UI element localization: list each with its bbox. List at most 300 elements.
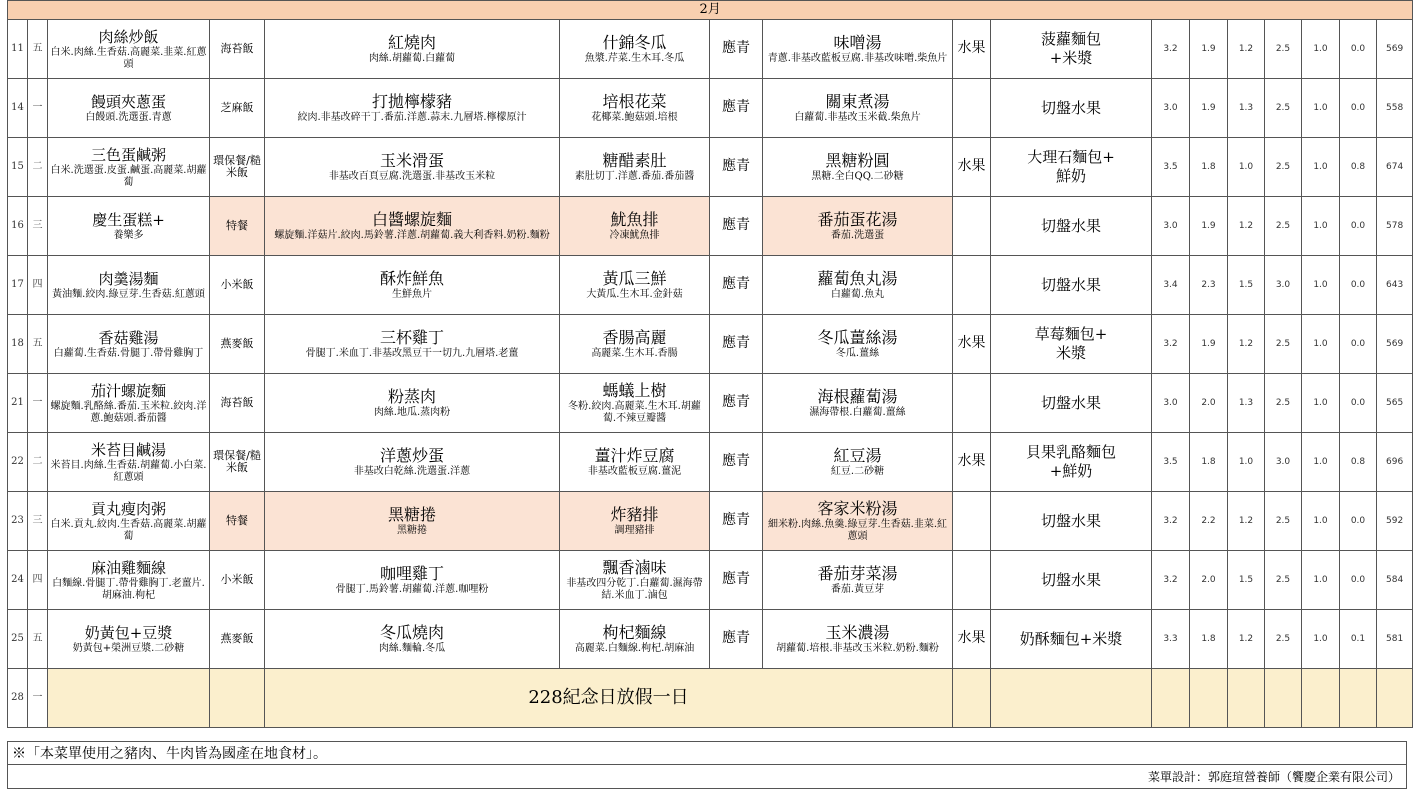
day-date: 24 — [8, 551, 28, 610]
nutrition-value: 3.0 — [1265, 433, 1302, 492]
side-dish-name: 螞蟻上樹 — [602, 381, 667, 400]
breakfast-ingredients: 白米.貢丸.絞肉.生香菇.高麗菜.胡蘿蔔 — [50, 519, 207, 542]
breakfast-ingredients: 白麵線.骨腿丁.帶骨雞胸丁.老薑片.胡麻油.枸杞 — [52, 578, 205, 601]
nutrition-value: 1.5 — [1228, 551, 1265, 610]
nutrition-value: 1.0 — [1302, 256, 1340, 315]
nutrition-value: 1.0 — [1302, 315, 1340, 374]
nutrition-value: 3.3 — [1152, 610, 1190, 669]
main-dish-ingredients: 肉絲.地瓜.蒸肉粉 — [373, 407, 451, 418]
fruit-cell — [953, 492, 991, 551]
breakfast-ingredients: 養樂多 — [113, 230, 144, 241]
fruit-cell: 水果 — [953, 138, 991, 197]
soup-name: 黑糖粉圓 — [825, 151, 890, 170]
soup-cell — [763, 20, 953, 79]
day-row — [8, 610, 1413, 669]
nutrition-value: 1.0 — [1302, 610, 1340, 669]
nutrition-value: 584 — [1377, 551, 1413, 610]
day-weekday: 五 — [28, 315, 48, 374]
side-dish-cell — [560, 610, 710, 669]
nutrition-value: 696 — [1377, 433, 1413, 492]
snack-line: 切盤水果 — [1040, 570, 1101, 589]
staple-cell: 燕麥飯 — [210, 315, 265, 374]
main-dish-name: 玉米滑蛋 — [379, 151, 444, 170]
main-dish-cell — [265, 492, 560, 551]
day-row — [8, 492, 1413, 551]
nutrition-value: 3.2 — [1152, 492, 1190, 551]
main-dish-cell — [265, 551, 560, 610]
day-date: 22 — [8, 433, 28, 492]
empty-cell — [1228, 669, 1265, 728]
main-dish-name: 粉蒸肉 — [387, 387, 436, 406]
soup-ingredients: 胡蘿蔔.培根.非基改玉米粒.奶粉.麵粉 — [776, 643, 939, 654]
main-dish-cell — [265, 315, 560, 374]
day-row — [8, 315, 1413, 374]
main-dish-cell — [265, 79, 560, 138]
side-dish-ingredients: 大黃瓜.生木耳.金針菇 — [586, 289, 683, 300]
nutrition-value: 2.5 — [1265, 374, 1302, 433]
nutrition-value: 1.8 — [1190, 610, 1228, 669]
staple-cell: 環保餐/糙米飯 — [210, 433, 265, 492]
breakfast-cell — [48, 433, 210, 492]
nutrition-value: 0.0 — [1340, 374, 1377, 433]
soup-ingredients: 青蔥.非基改藍板豆腐.非基改味噌.柴魚片 — [767, 53, 948, 64]
holiday-text: 228紀念日放假一日 — [265, 669, 953, 728]
soup-name: 番茄芽菜湯 — [817, 564, 898, 583]
fruit-cell — [953, 197, 991, 256]
soup-cell — [763, 315, 953, 374]
day-row — [8, 256, 1413, 315]
side-dish-ingredients: 冷凍魷魚排 — [609, 230, 660, 241]
soup-ingredients: 細米粉.肉絲.魚羹.綠豆芽.生香菇.韭菜.紅蔥頭 — [767, 519, 948, 542]
day-weekday: 五 — [28, 610, 48, 669]
nutrition-value: 592 — [1377, 492, 1413, 551]
nutrition-value: 2.0 — [1190, 374, 1228, 433]
main-dish-name: 紅燒肉 — [387, 33, 436, 52]
nutrition-value: 578 — [1377, 197, 1413, 256]
staple-cell: 燕麥飯 — [210, 610, 265, 669]
nutrition-value: 1.3 — [1228, 79, 1265, 138]
breakfast-name: 貢丸瘦肉粥 — [90, 500, 166, 518]
soup-cell — [763, 374, 953, 433]
snack-cell — [991, 374, 1152, 433]
staple-cell: 芝麻飯 — [210, 79, 265, 138]
main-dish-ingredients: 螺旋麵.洋菇片.絞肉.馬鈴薯.洋蔥.胡蘿蔔.義大利香料.奶粉.麵粉 — [274, 230, 550, 241]
nutrition-value: 1.0 — [1302, 197, 1340, 256]
main-dish-ingredients: 肉絲.胡蘿蔔.白蘿蔔 — [368, 53, 456, 64]
day-weekday: 二 — [28, 138, 48, 197]
soup-name: 味噌湯 — [833, 33, 882, 52]
soup-cell — [763, 610, 953, 669]
main-dish-ingredients: 肉絲.麵輪.冬瓜 — [378, 643, 446, 654]
snack-cell — [991, 492, 1152, 551]
nutrition-value: 1.0 — [1302, 79, 1340, 138]
breakfast-ingredients: 白米.肉絲.生香菇.高麗菜.韭菜.紅蔥頭 — [50, 47, 207, 70]
soup-name: 關東煮湯 — [825, 92, 890, 111]
day-weekday: 一 — [28, 79, 48, 138]
breakfast-name: 奶黃包+豆漿 — [84, 624, 173, 642]
vegetable-cell: 應青 — [710, 610, 763, 669]
main-dish-name: 三杯雞丁 — [379, 328, 444, 347]
breakfast-cell — [48, 551, 210, 610]
footer-note: ※「本菜單使用之豬肉、牛肉皆為國產在地食材」。 — [7, 741, 1407, 765]
nutrition-value: 1.0 — [1302, 374, 1340, 433]
main-dish-name: 黑糖捲 — [387, 505, 436, 524]
month-label: 2月 — [8, 1, 1413, 20]
staple-cell — [210, 669, 265, 728]
breakfast-name: 慶生蛋糕+ — [92, 211, 165, 229]
vegetable-cell: 應青 — [710, 79, 763, 138]
nutrition-value: 3.5 — [1152, 138, 1190, 197]
breakfast-ingredients: 黃油麵.絞肉.綠豆芽.生香菇.紅蔥頭 — [52, 289, 205, 300]
day-date: 23 — [8, 492, 28, 551]
staple-cell: 環保餐/糙米飯 — [210, 138, 265, 197]
main-dish-ingredients: 骨腿丁.馬鈴薯.胡蘿蔔.洋蔥.咖哩粉 — [335, 584, 489, 595]
side-dish-ingredients: 花椰菜.鮑菇頭.培根 — [591, 112, 678, 123]
empty-cell — [1265, 669, 1302, 728]
breakfast-cell — [48, 492, 210, 551]
fruit-cell — [953, 79, 991, 138]
main-dish-cell — [265, 197, 560, 256]
nutrition-value: 3.5 — [1152, 433, 1190, 492]
nutrition-value: 0.0 — [1340, 20, 1377, 79]
nutrition-value: 1.0 — [1228, 433, 1265, 492]
nutrition-value: 3.0 — [1152, 374, 1190, 433]
side-dish-ingredients: 非基改藍板豆腐.薑泥 — [587, 466, 682, 477]
soup-ingredients: 黑糖.全白QQ.二砂糖 — [811, 171, 904, 182]
snack-line: 米漿 — [1055, 344, 1086, 362]
breakfast-ingredients: 白米.洗選蛋.皮蛋.鹹蛋.高麗菜.胡蘿蔔 — [50, 165, 207, 188]
side-dish-ingredients: 冬粉.絞肉.高麗菜.生木耳.胡蘿蔔.不辣豆瓣醬 — [568, 401, 701, 424]
empty-cell — [953, 669, 991, 728]
breakfast-name: 肉絲炒飯 — [98, 28, 159, 46]
day-date: 18 — [8, 315, 28, 374]
main-dish-cell — [265, 433, 560, 492]
nutrition-value: 2.5 — [1265, 610, 1302, 669]
day-weekday: 四 — [28, 551, 48, 610]
breakfast-ingredients: 米苔目.肉絲.生香菇.胡蘿蔔.小白菜.紅蔥頭 — [50, 460, 207, 483]
empty-cell — [1152, 669, 1190, 728]
soup-ingredients: 濕海帶根.白蘿蔔.薑絲 — [809, 407, 906, 418]
nutrition-value: 1.9 — [1190, 197, 1228, 256]
day-weekday: 三 — [28, 197, 48, 256]
nutrition-value: 1.9 — [1190, 20, 1228, 79]
snack-cell — [991, 315, 1152, 374]
breakfast-name: 肉羹湯麵 — [98, 270, 159, 288]
breakfast-name: 茄汁螺旋麵 — [90, 382, 166, 400]
nutrition-value: 565 — [1377, 374, 1413, 433]
main-dish-name: 打拋檸檬豬 — [371, 92, 452, 111]
staple-cell: 小米飯 — [210, 551, 265, 610]
breakfast-name: 三色蛋鹹粥 — [90, 146, 166, 164]
snack-line: 切盤水果 — [1040, 393, 1101, 412]
day-weekday: 四 — [28, 256, 48, 315]
soup-name: 海根蘿蔔湯 — [817, 387, 898, 406]
snack-line: 菠蘿麵包 — [1040, 30, 1101, 48]
nutrition-value: 2.3 — [1190, 256, 1228, 315]
side-dish-ingredients: 非基改四分乾丁.白蘿蔔.濕海帶結.米血丁.滷包 — [566, 578, 703, 601]
fruit-cell — [953, 256, 991, 315]
breakfast-cell — [48, 374, 210, 433]
soup-name: 客家米粉湯 — [817, 499, 898, 518]
day-date: 15 — [8, 138, 28, 197]
nutrition-value: 1.0 — [1302, 138, 1340, 197]
snack-cell — [991, 79, 1152, 138]
nutrition-value: 2.5 — [1265, 315, 1302, 374]
nutrition-value: 0.8 — [1340, 433, 1377, 492]
nutrition-value: 674 — [1377, 138, 1413, 197]
soup-cell — [763, 551, 953, 610]
fruit-cell: 水果 — [953, 433, 991, 492]
snack-line: 鮮奶 — [1055, 167, 1086, 185]
side-dish-cell — [560, 492, 710, 551]
nutrition-value: 1.9 — [1190, 79, 1228, 138]
nutrition-value: 2.2 — [1190, 492, 1228, 551]
snack-cell — [991, 551, 1152, 610]
vegetable-cell: 應青 — [710, 433, 763, 492]
side-dish-cell — [560, 79, 710, 138]
main-dish-ingredients: 黑糖捲 — [397, 525, 427, 536]
main-dish-name: 洋蔥炒蛋 — [379, 446, 444, 465]
day-weekday: 二 — [28, 433, 48, 492]
soup-cell — [763, 79, 953, 138]
side-dish-cell — [560, 20, 710, 79]
main-dish-ingredients: 骨腿丁.米血丁.非基改黑豆干一切九.九層塔.老薑 — [305, 348, 519, 359]
breakfast-cell — [48, 79, 210, 138]
snack-line: 切盤水果 — [1040, 98, 1101, 117]
snack-cell — [991, 610, 1152, 669]
breakfast-ingredients: 奶黃包+榮洲豆漿.二砂糖 — [72, 643, 185, 654]
fruit-cell: 水果 — [953, 315, 991, 374]
snack-cell — [991, 256, 1152, 315]
side-dish-name: 黃瓜三鮮 — [602, 269, 667, 288]
nutrition-value: 2.5 — [1265, 20, 1302, 79]
side-dish-name: 培根花菜 — [602, 92, 667, 111]
side-dish-cell — [560, 315, 710, 374]
day-date: 14 — [8, 79, 28, 138]
day-row — [8, 551, 1413, 610]
breakfast-cell — [48, 138, 210, 197]
fruit-cell — [953, 374, 991, 433]
breakfast-name: 香菇雞湯 — [98, 329, 159, 347]
breakfast-ingredients: 螺旋麵.乳酪絲.番茄.玉米粒.絞肉.洋蔥.鮑菇頭.番茄醬 — [50, 401, 207, 424]
soup-name: 紅豆湯 — [833, 446, 882, 465]
breakfast-cell — [48, 20, 210, 79]
day-row — [8, 197, 1413, 256]
soup-cell — [763, 197, 953, 256]
nutrition-value: 0.0 — [1340, 79, 1377, 138]
soup-cell — [763, 256, 953, 315]
nutrition-value: 1.0 — [1228, 138, 1265, 197]
side-dish-name: 飄香滷味 — [602, 558, 667, 577]
staple-cell: 海苔飯 — [210, 374, 265, 433]
nutrition-value: 3.2 — [1152, 20, 1190, 79]
side-dish-cell — [560, 138, 710, 197]
breakfast-ingredients: 白饅頭.洗選蛋.青蔥 — [85, 112, 172, 123]
side-dish-name: 什錦冬瓜 — [602, 33, 667, 52]
vegetable-cell: 應青 — [710, 551, 763, 610]
soup-name: 蘿蔔魚丸湯 — [817, 269, 898, 288]
snack-cell — [991, 20, 1152, 79]
side-dish-ingredients: 調理豬排 — [614, 525, 655, 536]
day-row — [8, 433, 1413, 492]
main-dish-name: 冬瓜燒肉 — [379, 623, 444, 642]
soup-ingredients: 白蘿蔔.魚丸 — [830, 289, 885, 300]
nutrition-value: 1.2 — [1228, 610, 1265, 669]
day-weekday: 一 — [28, 374, 48, 433]
nutrition-value: 2.5 — [1265, 138, 1302, 197]
main-dish-cell — [265, 610, 560, 669]
vegetable-cell: 應青 — [710, 20, 763, 79]
snack-line: 奶酥麵包+米漿 — [1019, 629, 1123, 648]
day-date: 11 — [8, 20, 28, 79]
day-date: 25 — [8, 610, 28, 669]
main-dish-name: 咖哩雞丁 — [379, 564, 444, 583]
soup-cell — [763, 433, 953, 492]
snack-cell — [991, 138, 1152, 197]
vegetable-cell: 應青 — [710, 197, 763, 256]
side-dish-cell — [560, 256, 710, 315]
nutrition-value: 1.0 — [1302, 20, 1340, 79]
nutrition-value: 2.5 — [1265, 197, 1302, 256]
nutrition-value: 0.0 — [1340, 492, 1377, 551]
nutrition-value: 2.0 — [1190, 551, 1228, 610]
fruit-cell: 水果 — [953, 20, 991, 79]
side-dish-cell — [560, 197, 710, 256]
nutrition-value: 3.2 — [1152, 315, 1190, 374]
snack-line: 切盤水果 — [1040, 216, 1101, 235]
soup-ingredients: 冬瓜.薑絲 — [835, 348, 880, 359]
nutrition-value: 3.0 — [1152, 197, 1190, 256]
breakfast-cell — [48, 256, 210, 315]
soup-name: 冬瓜薑絲湯 — [817, 328, 898, 347]
side-dish-ingredients: 魚漿.芹菜.生木耳.冬瓜 — [584, 53, 685, 64]
breakfast-name: 麻油雞麵線 — [90, 559, 166, 577]
breakfast-cell — [48, 669, 210, 728]
day-row — [8, 138, 1413, 197]
nutrition-value: 1.0 — [1302, 551, 1340, 610]
snack-line: 切盤水果 — [1040, 275, 1101, 294]
nutrition-value: 643 — [1377, 256, 1413, 315]
main-dish-cell — [265, 256, 560, 315]
breakfast-ingredients: 白蘿蔔.生香菇.骨腿丁.帶骨雞胸丁 — [53, 348, 204, 359]
side-dish-name: 香腸高麗 — [602, 328, 667, 347]
snack-line: +鮮奶 — [1049, 462, 1093, 480]
nutrition-value: 1.0 — [1302, 492, 1340, 551]
breakfast-cell — [48, 315, 210, 374]
main-dish-ingredients: 非基改白乾絲.洗選蛋.洋蔥 — [353, 466, 471, 477]
day-row — [8, 374, 1413, 433]
snack-line: 貝果乳酪麵包 — [1025, 443, 1116, 461]
main-dish-ingredients: 非基改百頁豆腐.洗選蛋.非基改玉米粒 — [328, 171, 496, 182]
vegetable-cell: 應青 — [710, 138, 763, 197]
nutrition-value: 0.1 — [1340, 610, 1377, 669]
soup-ingredients: 白蘿蔔.非基改玉米截.柴魚片 — [794, 112, 921, 123]
soup-ingredients: 番茄.黃豆芽 — [830, 584, 885, 595]
day-date: 28 — [8, 669, 28, 728]
nutrition-value: 3.0 — [1265, 256, 1302, 315]
breakfast-cell — [48, 197, 210, 256]
side-dish-ingredients: 高麗菜.生木耳.香腸 — [591, 348, 678, 359]
nutrition-value: 569 — [1377, 315, 1413, 374]
day-weekday: 五 — [28, 20, 48, 79]
month-header-row — [8, 1, 1413, 20]
main-dish-name: 酥炸鮮魚 — [379, 269, 444, 288]
day-date: 21 — [8, 374, 28, 433]
side-dish-ingredients: 素肚切丁.洋蔥.番茄.番茄醬 — [574, 171, 695, 182]
vegetable-cell: 應青 — [710, 492, 763, 551]
main-dish-name: 白醬螺旋麵 — [371, 210, 452, 229]
vegetable-cell: 應青 — [710, 315, 763, 374]
side-dish-cell — [560, 551, 710, 610]
empty-cell — [1377, 669, 1413, 728]
fruit-cell: 水果 — [953, 610, 991, 669]
soup-cell — [763, 492, 953, 551]
main-dish-cell — [265, 20, 560, 79]
snack-line: 切盤水果 — [1040, 511, 1101, 530]
nutrition-value: 581 — [1377, 610, 1413, 669]
fruit-cell — [953, 551, 991, 610]
day-row — [8, 20, 1413, 79]
main-dish-ingredients: 絞肉.非基改碎干丁.番茄.洋蔥.蒜末.九層塔.檸檬原汁 — [297, 112, 527, 123]
nutrition-value: 2.5 — [1265, 551, 1302, 610]
main-dish-cell — [265, 374, 560, 433]
staple-cell: 海苔飯 — [210, 20, 265, 79]
side-dish-name: 枸杞麵線 — [602, 623, 667, 642]
nutrition-value: 0.8 — [1340, 138, 1377, 197]
soup-cell — [763, 138, 953, 197]
nutrition-value: 3.0 — [1152, 79, 1190, 138]
nutrition-value: 1.2 — [1228, 20, 1265, 79]
snack-line: 草莓麵包+ — [1034, 325, 1108, 343]
menu-body — [8, 1, 1413, 728]
nutrition-value: 1.9 — [1190, 315, 1228, 374]
main-dish-ingredients: 生鮮魚片 — [392, 289, 432, 300]
side-dish-name: 炸豬排 — [610, 505, 659, 524]
nutrition-value: 1.5 — [1228, 256, 1265, 315]
side-dish-cell — [560, 374, 710, 433]
nutrition-value: 3.2 — [1152, 551, 1190, 610]
nutrition-value: 1.2 — [1228, 197, 1265, 256]
breakfast-name: 饅頭夾蔥蛋 — [90, 93, 166, 111]
snack-cell — [991, 433, 1152, 492]
snack-line: +米漿 — [1049, 49, 1093, 67]
nutrition-value: 1.0 — [1302, 433, 1340, 492]
soup-ingredients: 番茄.洗選蛋 — [830, 230, 885, 241]
nutrition-value: 1.2 — [1228, 492, 1265, 551]
nutrition-value: 0.0 — [1340, 551, 1377, 610]
menu-table — [7, 0, 1413, 728]
side-dish-name: 薑汁炸豆腐 — [594, 446, 675, 465]
main-dish-cell — [265, 138, 560, 197]
snack-cell — [991, 197, 1152, 256]
nutrition-value: 1.8 — [1190, 433, 1228, 492]
nutrition-value: 3.4 — [1152, 256, 1190, 315]
nutrition-value: 0.0 — [1340, 315, 1377, 374]
nutrition-value: 558 — [1377, 79, 1413, 138]
side-dish-ingredients: 高麗菜.白麵線.枸杞.胡麻油 — [574, 643, 695, 654]
day-weekday: 三 — [28, 492, 48, 551]
vegetable-cell: 應青 — [710, 374, 763, 433]
nutrition-value: 1.2 — [1228, 315, 1265, 374]
staple-cell: 小米飯 — [210, 256, 265, 315]
nutrition-value: 2.5 — [1265, 492, 1302, 551]
empty-cell — [1302, 669, 1340, 728]
empty-cell — [991, 669, 1152, 728]
soup-name: 玉米濃湯 — [825, 623, 890, 642]
vegetable-cell: 應青 — [710, 256, 763, 315]
nutrition-value: 0.0 — [1340, 256, 1377, 315]
day-date: 17 — [8, 256, 28, 315]
